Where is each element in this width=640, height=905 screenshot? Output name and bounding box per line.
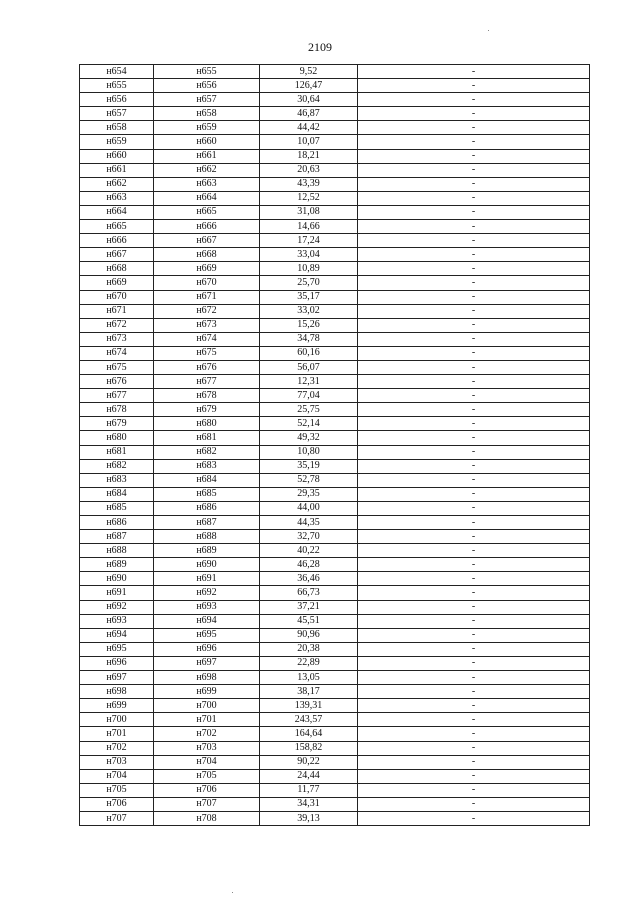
note-cell: - bbox=[358, 727, 590, 741]
table-row bbox=[80, 685, 590, 699]
note-cell: - bbox=[358, 121, 590, 135]
distance-cell: 22,89 bbox=[260, 656, 358, 670]
table-row bbox=[80, 755, 590, 769]
table-row bbox=[80, 276, 590, 290]
note-cell: - bbox=[358, 614, 590, 628]
from-point-cell: н679 bbox=[80, 417, 154, 431]
note-cell: - bbox=[358, 473, 590, 487]
note-cell: - bbox=[358, 248, 590, 262]
note-cell: - bbox=[358, 685, 590, 699]
to-point-cell: н679 bbox=[154, 403, 260, 417]
boundary-points-table bbox=[79, 64, 590, 826]
distance-cell: 34,31 bbox=[260, 797, 358, 811]
distance-cell: 31,08 bbox=[260, 205, 358, 219]
table-row bbox=[80, 177, 590, 191]
note-cell: - bbox=[358, 699, 590, 713]
note-cell: - bbox=[358, 797, 590, 811]
to-point-cell: н674 bbox=[154, 332, 260, 346]
from-point-cell: н663 bbox=[80, 191, 154, 205]
to-point-cell: н665 bbox=[154, 205, 260, 219]
note-cell: - bbox=[358, 741, 590, 755]
scan-speck bbox=[488, 30, 489, 31]
distance-cell: 43,39 bbox=[260, 177, 358, 191]
distance-cell: 10,89 bbox=[260, 262, 358, 276]
page-number: 2109 bbox=[308, 40, 332, 54]
from-point-cell: н689 bbox=[80, 558, 154, 572]
from-point-cell: н693 bbox=[80, 614, 154, 628]
from-point-cell: н672 bbox=[80, 318, 154, 332]
to-point-cell: н701 bbox=[154, 713, 260, 727]
to-point-cell: н704 bbox=[154, 755, 260, 769]
to-point-cell: н692 bbox=[154, 586, 260, 600]
distance-cell: 77,04 bbox=[260, 389, 358, 403]
note-cell: - bbox=[358, 417, 590, 431]
distance-cell: 52,14 bbox=[260, 417, 358, 431]
distance-cell: 9,52 bbox=[260, 65, 358, 79]
note-cell: - bbox=[358, 530, 590, 544]
to-point-cell: н667 bbox=[154, 234, 260, 248]
table-row bbox=[80, 93, 590, 107]
from-point-cell: н657 bbox=[80, 107, 154, 121]
from-point-cell: н670 bbox=[80, 290, 154, 304]
distance-cell: 126,47 bbox=[260, 79, 358, 93]
distance-cell: 46,28 bbox=[260, 558, 358, 572]
table-row bbox=[80, 671, 590, 685]
from-point-cell: н683 bbox=[80, 473, 154, 487]
note-cell: - bbox=[358, 304, 590, 318]
to-point-cell: н655 bbox=[154, 65, 260, 79]
from-point-cell: н656 bbox=[80, 93, 154, 107]
to-point-cell: н657 bbox=[154, 93, 260, 107]
note-cell: - bbox=[358, 262, 590, 276]
table-row bbox=[80, 107, 590, 121]
to-point-cell: н690 bbox=[154, 558, 260, 572]
to-point-cell: н708 bbox=[154, 811, 260, 825]
table-row bbox=[80, 713, 590, 727]
table-row bbox=[80, 811, 590, 825]
to-point-cell: н706 bbox=[154, 783, 260, 797]
to-point-cell: н687 bbox=[154, 516, 260, 530]
to-point-cell: н656 bbox=[154, 79, 260, 93]
to-point-cell: н686 bbox=[154, 501, 260, 515]
from-point-cell: н698 bbox=[80, 685, 154, 699]
note-cell: - bbox=[358, 783, 590, 797]
note-cell: - bbox=[358, 516, 590, 530]
distance-cell: 52,78 bbox=[260, 473, 358, 487]
note-cell: - bbox=[358, 501, 590, 515]
distance-cell: 37,21 bbox=[260, 600, 358, 614]
from-point-cell: н669 bbox=[80, 276, 154, 290]
to-point-cell: н680 bbox=[154, 417, 260, 431]
note-cell: - bbox=[358, 163, 590, 177]
note-cell: - bbox=[358, 671, 590, 685]
scan-speck bbox=[232, 892, 233, 893]
distance-cell: 243,57 bbox=[260, 713, 358, 727]
distance-cell: 164,64 bbox=[260, 727, 358, 741]
distance-cell: 66,73 bbox=[260, 586, 358, 600]
from-point-cell: н677 bbox=[80, 389, 154, 403]
from-point-cell: н660 bbox=[80, 149, 154, 163]
to-point-cell: н663 bbox=[154, 177, 260, 191]
from-point-cell: н700 bbox=[80, 713, 154, 727]
to-point-cell: н707 bbox=[154, 797, 260, 811]
from-point-cell: н695 bbox=[80, 642, 154, 656]
note-cell: - bbox=[358, 558, 590, 572]
table-row bbox=[80, 699, 590, 713]
note-cell: - bbox=[358, 431, 590, 445]
distance-cell: 33,04 bbox=[260, 248, 358, 262]
to-point-cell: н661 bbox=[154, 149, 260, 163]
from-point-cell: н678 bbox=[80, 403, 154, 417]
to-point-cell: н676 bbox=[154, 360, 260, 374]
to-point-cell: н672 bbox=[154, 304, 260, 318]
table-row bbox=[80, 586, 590, 600]
to-point-cell: н700 bbox=[154, 699, 260, 713]
distance-cell: 35,19 bbox=[260, 459, 358, 473]
note-cell: - bbox=[358, 389, 590, 403]
table-row bbox=[80, 65, 590, 79]
distance-cell: 10,07 bbox=[260, 135, 358, 149]
from-point-cell: н706 bbox=[80, 797, 154, 811]
to-point-cell: н666 bbox=[154, 220, 260, 234]
from-point-cell: н685 bbox=[80, 501, 154, 515]
distance-cell: 15,26 bbox=[260, 318, 358, 332]
distance-cell: 30,64 bbox=[260, 93, 358, 107]
table-row bbox=[80, 290, 590, 304]
note-cell: - bbox=[358, 360, 590, 374]
distance-cell: 35,17 bbox=[260, 290, 358, 304]
from-point-cell: н688 bbox=[80, 544, 154, 558]
to-point-cell: н688 bbox=[154, 530, 260, 544]
from-point-cell: н661 bbox=[80, 163, 154, 177]
table-row bbox=[80, 600, 590, 614]
distance-cell: 11,77 bbox=[260, 783, 358, 797]
from-point-cell: н692 bbox=[80, 600, 154, 614]
to-point-cell: н702 bbox=[154, 727, 260, 741]
note-cell: - bbox=[358, 332, 590, 346]
from-point-cell: н681 bbox=[80, 445, 154, 459]
distance-cell: 90,22 bbox=[260, 755, 358, 769]
table-row bbox=[80, 516, 590, 530]
distance-cell: 25,70 bbox=[260, 276, 358, 290]
to-point-cell: н668 bbox=[154, 248, 260, 262]
distance-cell: 33,02 bbox=[260, 304, 358, 318]
table-row bbox=[80, 628, 590, 642]
from-point-cell: н665 bbox=[80, 220, 154, 234]
table-row bbox=[80, 135, 590, 149]
note-cell: - bbox=[358, 811, 590, 825]
to-point-cell: н685 bbox=[154, 487, 260, 501]
distance-cell: 40,22 bbox=[260, 544, 358, 558]
from-point-cell: н668 bbox=[80, 262, 154, 276]
to-point-cell: н689 bbox=[154, 544, 260, 558]
table-row bbox=[80, 304, 590, 318]
note-cell: - bbox=[358, 234, 590, 248]
note-cell: - bbox=[358, 290, 590, 304]
note-cell: - bbox=[358, 79, 590, 93]
distance-cell: 20,38 bbox=[260, 642, 358, 656]
note-cell: - bbox=[358, 586, 590, 600]
from-point-cell: н680 bbox=[80, 431, 154, 445]
distance-cell: 44,35 bbox=[260, 516, 358, 530]
from-point-cell: н691 bbox=[80, 586, 154, 600]
note-cell: - bbox=[358, 93, 590, 107]
to-point-cell: н697 bbox=[154, 656, 260, 670]
distance-cell: 17,24 bbox=[260, 234, 358, 248]
from-point-cell: н696 bbox=[80, 656, 154, 670]
table-row bbox=[80, 530, 590, 544]
to-point-cell: н681 bbox=[154, 431, 260, 445]
table-row bbox=[80, 205, 590, 219]
note-cell: - bbox=[358, 487, 590, 501]
note-cell: - bbox=[358, 713, 590, 727]
to-point-cell: н669 bbox=[154, 262, 260, 276]
to-point-cell: н670 bbox=[154, 276, 260, 290]
distance-cell: 14,66 bbox=[260, 220, 358, 234]
from-point-cell: н655 bbox=[80, 79, 154, 93]
note-cell: - bbox=[358, 191, 590, 205]
distance-cell: 90,96 bbox=[260, 628, 358, 642]
to-point-cell: н705 bbox=[154, 769, 260, 783]
note-cell: - bbox=[358, 403, 590, 417]
from-point-cell: н664 bbox=[80, 205, 154, 219]
distance-cell: 12,31 bbox=[260, 375, 358, 389]
table-row bbox=[80, 121, 590, 135]
to-point-cell: н659 bbox=[154, 121, 260, 135]
note-cell: - bbox=[358, 755, 590, 769]
to-point-cell: н664 bbox=[154, 191, 260, 205]
table-row bbox=[80, 389, 590, 403]
to-point-cell: н698 bbox=[154, 671, 260, 685]
from-point-cell: н671 bbox=[80, 304, 154, 318]
table-row bbox=[80, 191, 590, 205]
to-point-cell: н671 bbox=[154, 290, 260, 304]
table-row bbox=[80, 459, 590, 473]
table-row bbox=[80, 727, 590, 741]
distance-cell: 18,21 bbox=[260, 149, 358, 163]
table-row bbox=[80, 149, 590, 163]
to-point-cell: н699 bbox=[154, 685, 260, 699]
to-point-cell: н695 bbox=[154, 628, 260, 642]
from-point-cell: н662 bbox=[80, 177, 154, 191]
distance-cell: 44,00 bbox=[260, 501, 358, 515]
distance-cell: 36,46 bbox=[260, 572, 358, 586]
distance-cell: 25,75 bbox=[260, 403, 358, 417]
note-cell: - bbox=[358, 346, 590, 360]
distance-cell: 49,32 bbox=[260, 431, 358, 445]
from-point-cell: н654 bbox=[80, 65, 154, 79]
table-row bbox=[80, 248, 590, 262]
table-row bbox=[80, 656, 590, 670]
to-point-cell: н696 bbox=[154, 642, 260, 656]
distance-cell: 29,35 bbox=[260, 487, 358, 501]
note-cell: - bbox=[358, 769, 590, 783]
from-point-cell: н707 bbox=[80, 811, 154, 825]
distance-cell: 24,44 bbox=[260, 769, 358, 783]
table-row bbox=[80, 741, 590, 755]
table-row bbox=[80, 375, 590, 389]
note-cell: - bbox=[358, 276, 590, 290]
note-cell: - bbox=[358, 65, 590, 79]
to-point-cell: н675 bbox=[154, 346, 260, 360]
table-row bbox=[80, 614, 590, 628]
distance-cell: 39,13 bbox=[260, 811, 358, 825]
to-point-cell: н703 bbox=[154, 741, 260, 755]
from-point-cell: н686 bbox=[80, 516, 154, 530]
to-point-cell: н678 bbox=[154, 389, 260, 403]
to-point-cell: н673 bbox=[154, 318, 260, 332]
from-point-cell: н667 bbox=[80, 248, 154, 262]
distance-cell: 20,63 bbox=[260, 163, 358, 177]
from-point-cell: н658 bbox=[80, 121, 154, 135]
from-point-cell: н674 bbox=[80, 346, 154, 360]
note-cell: - bbox=[358, 220, 590, 234]
table-row bbox=[80, 769, 590, 783]
table-row bbox=[80, 360, 590, 374]
table-row bbox=[80, 797, 590, 811]
to-point-cell: н677 bbox=[154, 375, 260, 389]
from-point-cell: н675 bbox=[80, 360, 154, 374]
table-row bbox=[80, 558, 590, 572]
to-point-cell: н684 bbox=[154, 473, 260, 487]
from-point-cell: н659 bbox=[80, 135, 154, 149]
note-cell: - bbox=[358, 600, 590, 614]
distance-cell: 60,16 bbox=[260, 346, 358, 360]
distance-cell: 34,78 bbox=[260, 332, 358, 346]
to-point-cell: н693 bbox=[154, 600, 260, 614]
table-row bbox=[80, 220, 590, 234]
table-row bbox=[80, 417, 590, 431]
note-cell: - bbox=[358, 628, 590, 642]
to-point-cell: н662 bbox=[154, 163, 260, 177]
from-point-cell: н666 bbox=[80, 234, 154, 248]
table-row bbox=[80, 445, 590, 459]
from-point-cell: н690 bbox=[80, 572, 154, 586]
from-point-cell: н697 bbox=[80, 671, 154, 685]
to-point-cell: н683 bbox=[154, 459, 260, 473]
note-cell: - bbox=[358, 459, 590, 473]
table-row bbox=[80, 79, 590, 93]
from-point-cell: н694 bbox=[80, 628, 154, 642]
table-row bbox=[80, 783, 590, 797]
note-cell: - bbox=[358, 107, 590, 121]
from-point-cell: н703 bbox=[80, 755, 154, 769]
table-row bbox=[80, 572, 590, 586]
from-point-cell: н701 bbox=[80, 727, 154, 741]
to-point-cell: н682 bbox=[154, 445, 260, 459]
note-cell: - bbox=[358, 318, 590, 332]
from-point-cell: н684 bbox=[80, 487, 154, 501]
distance-cell: 45,51 bbox=[260, 614, 358, 628]
table-row bbox=[80, 262, 590, 276]
table-row bbox=[80, 346, 590, 360]
table-row bbox=[80, 501, 590, 515]
note-cell: - bbox=[358, 656, 590, 670]
note-cell: - bbox=[358, 572, 590, 586]
distance-cell: 46,87 bbox=[260, 107, 358, 121]
note-cell: - bbox=[358, 205, 590, 219]
from-point-cell: н705 bbox=[80, 783, 154, 797]
to-point-cell: н658 bbox=[154, 107, 260, 121]
table-row bbox=[80, 487, 590, 501]
from-point-cell: н699 bbox=[80, 699, 154, 713]
distance-cell: 38,17 bbox=[260, 685, 358, 699]
note-cell: - bbox=[358, 177, 590, 191]
distance-cell: 10,80 bbox=[260, 445, 358, 459]
from-point-cell: н676 bbox=[80, 375, 154, 389]
from-point-cell: н704 bbox=[80, 769, 154, 783]
from-point-cell: н687 bbox=[80, 530, 154, 544]
table-row bbox=[80, 163, 590, 177]
table-row bbox=[80, 403, 590, 417]
distance-cell: 139,31 bbox=[260, 699, 358, 713]
distance-cell: 44,42 bbox=[260, 121, 358, 135]
from-point-cell: н702 bbox=[80, 741, 154, 755]
distance-cell: 56,07 bbox=[260, 360, 358, 374]
note-cell: - bbox=[358, 135, 590, 149]
table-row bbox=[80, 431, 590, 445]
to-point-cell: н694 bbox=[154, 614, 260, 628]
distance-cell: 12,52 bbox=[260, 191, 358, 205]
distance-cell: 158,82 bbox=[260, 741, 358, 755]
table-row bbox=[80, 332, 590, 346]
to-point-cell: н660 bbox=[154, 135, 260, 149]
table-row bbox=[80, 473, 590, 487]
from-point-cell: н673 bbox=[80, 332, 154, 346]
note-cell: - bbox=[358, 375, 590, 389]
from-point-cell: н682 bbox=[80, 459, 154, 473]
distance-cell: 32,70 bbox=[260, 530, 358, 544]
table-row bbox=[80, 234, 590, 248]
note-cell: - bbox=[358, 544, 590, 558]
note-cell: - bbox=[358, 445, 590, 459]
table-body bbox=[80, 65, 590, 826]
to-point-cell: н691 bbox=[154, 572, 260, 586]
note-cell: - bbox=[358, 149, 590, 163]
table-row bbox=[80, 642, 590, 656]
distance-cell: 13,05 bbox=[260, 671, 358, 685]
table-row bbox=[80, 544, 590, 558]
note-cell: - bbox=[358, 642, 590, 656]
table-row bbox=[80, 318, 590, 332]
